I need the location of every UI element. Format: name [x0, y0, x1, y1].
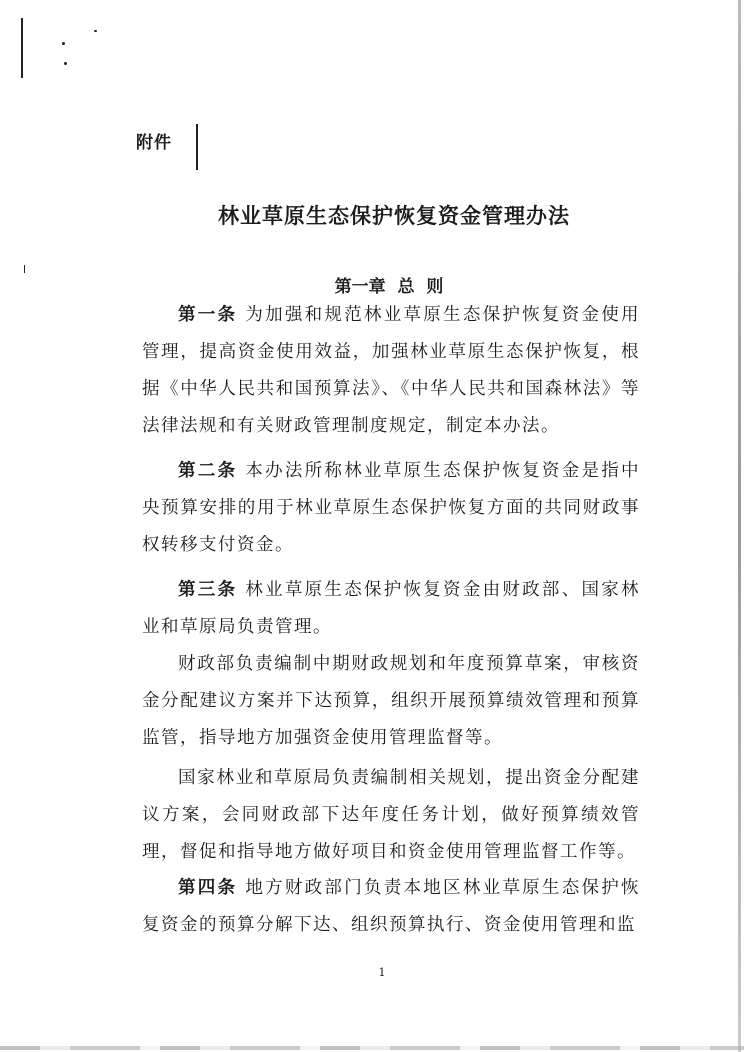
scan-edge-mark [21, 18, 23, 78]
article-text: 地方财政部门负责本地区林业草原生态保护恢复资金的预算分解下达、组织预算执行、资金使用管理和监 [142, 878, 641, 935]
article-label: 第一条 [178, 305, 238, 325]
page-number: 1 [378, 966, 386, 979]
annex-divider [196, 124, 198, 170]
article-label: 第三条 [178, 580, 238, 600]
scan-speck [94, 30, 97, 32]
scan-right-edge [738, 0, 741, 1052]
article-label: 第四条 [178, 878, 238, 898]
article-3 [142, 572, 640, 646]
article-4 [142, 870, 640, 944]
document-title: 林业草原生态保护恢复资金管理办法 [218, 204, 570, 228]
paragraph-text: 国家林业和草原局负责编制相关规划，提出资金分配建议方案，会同财政部下达年度任务计划，做好预算绩效管理，督促和指导地方做好项目和资金使用管理监督工作等。 [142, 768, 640, 862]
paragraph-text: 财政部负责编制中期财政规划和年度预算草案，审核资金分配建议方案并下达预算，组织开展预算绩效管理和预算监管，指导地方加强资金使用管理监督等。 [142, 654, 640, 748]
article-1 [142, 297, 640, 445]
article-3-paragraph-3 [142, 760, 640, 871]
chapter-heading: 第一章 总 则 [334, 277, 444, 297]
article-2 [142, 453, 640, 564]
scan-bottom-edge [0, 1046, 744, 1050]
scan-speck [62, 42, 65, 45]
article-label: 第二条 [178, 461, 238, 481]
scan-speck [64, 62, 67, 65]
article-3-paragraph-2 [142, 646, 640, 757]
article-text: 本办法所称林业草原生态保护恢复资金是指中央预算安排的用于林业草原生态保护恢复方面的共同财政事权转移支付资金。 [142, 461, 641, 555]
article-text: 林业草原生态保护恢复资金由财政部、国家林业和草原局负责管理。 [142, 580, 641, 637]
annex-label: 附件 [136, 133, 172, 153]
article-text: 为加强和规范林业草原生态保护恢复资金使用管理，提高资金使用效益，加强林业草原生态保护恢复，根据《中华人民共和国预算法》、《中华人民共和国森林法》等法律法规和有关财政管理制度规定，制定本办法。 [142, 305, 641, 436]
